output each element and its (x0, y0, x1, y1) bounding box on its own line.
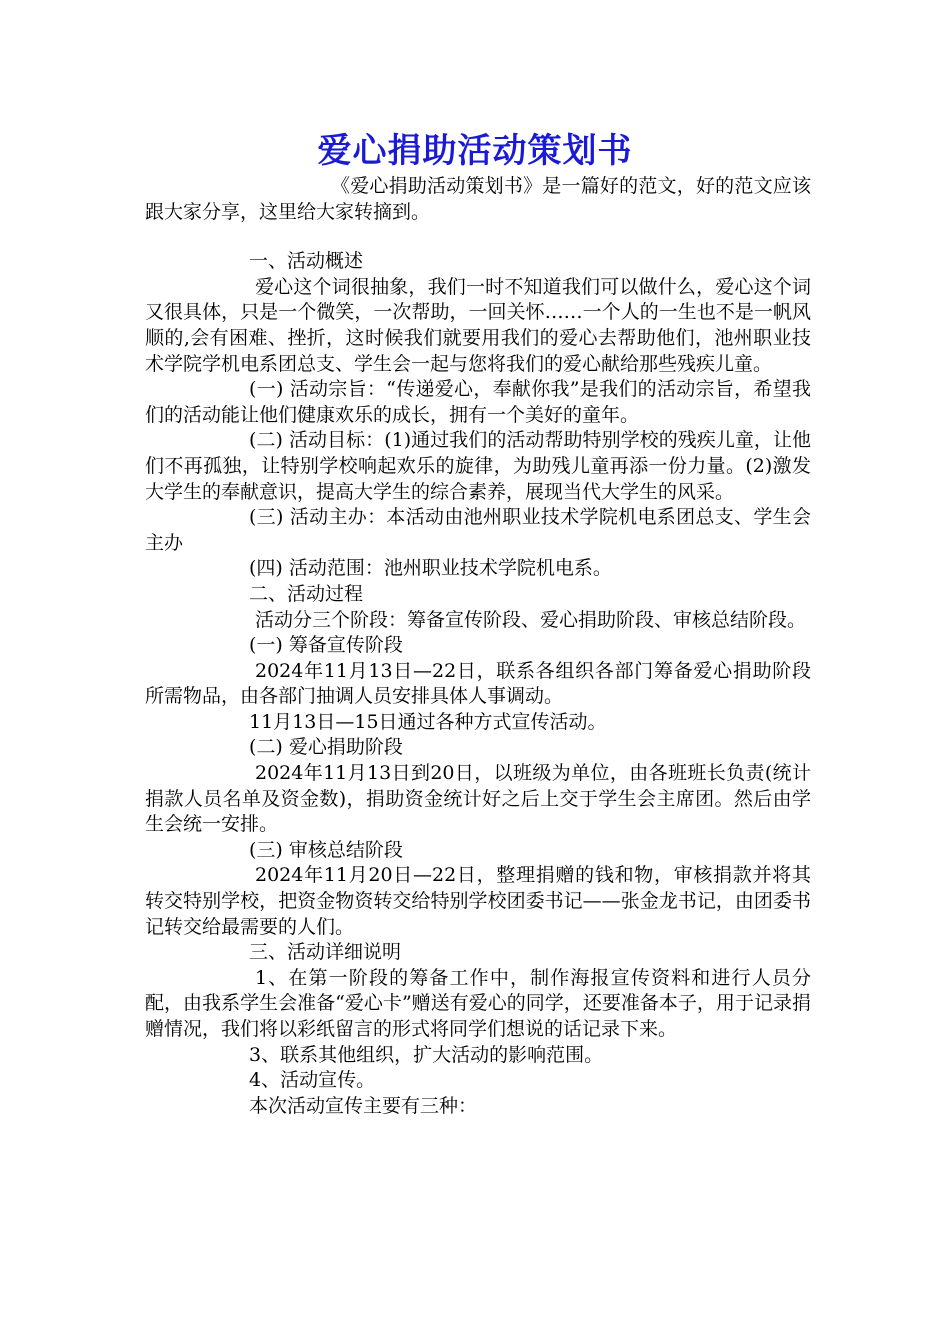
body-paragraph: 二、活动过程 (249, 582, 364, 605)
body-paragraph: (三) 活动主办：本活动由池州职业技术学院机电系团总支、学生会主办 (145, 506, 811, 554)
body-paragraph: 活动分三个阶段：筹备宣传阶段、爱心捐助阶段、审核总结阶段。 (255, 608, 807, 631)
body-paragraph: 2024年11月13日—22日，联系各组织各部门筹备爱心捐助阶段所需物品，由各部门抽调人员安排具体人事调动。 (145, 659, 811, 708)
body-paragraph: 一、活动概述 (249, 250, 364, 273)
intro-paragraph: 《爱心捐助活动策划书》是一篇好的范文，好的范文应该跟大家分享，这里给大家转摘到。 (145, 175, 811, 223)
blank-line (145, 225, 811, 249)
document-body (145, 174, 811, 1119)
body-paragraph: (二) 爱心捐助阶段 (249, 736, 403, 759)
body-paragraph: (三) 审核总结阶段 (249, 838, 403, 861)
body-paragraph: (二) 活动目标：(1)通过我们的活动帮助特别学校的残疾儿童，让他们不再孤独，让特别学校响起欢乐的旋律，为助残儿童再添一份力量。(2)激发大学生的奉献意识，提高大学生的综合素养，展现当代大学生的风采。 (145, 429, 811, 503)
body-paragraph: 本次活动宣传主要有三种： (249, 1094, 478, 1117)
paragraph-list (145, 249, 811, 1119)
body-paragraph: 11月13日—15日通过各种方式宣传活动。 (249, 710, 607, 733)
body-paragraph: (四) 活动范围：池州职业技术学院机电系。 (249, 557, 612, 580)
document-title: 爱心捐助活动策划书 (317, 131, 633, 171)
body-paragraph: 1、在第一阶段的筹备工作中，制作海报宣传资料和进行人员分配，由我系学生会准备“爱心卡”赠送有爱心的同学，还要准备本子，用于记录捐赠情况，我们将以彩纸留言的形式将同学们想说的话记录下来。 (145, 966, 811, 1040)
body-paragraph: 3、联系其他组织，扩大活动的影响范围。 (249, 1043, 604, 1066)
body-paragraph: (一) 活动宗旨：“传递爱心，奉献你我”是我们的活动宗旨，希望我们的活动能让他们健康欢乐的成长，拥有一个美好的童年。 (145, 378, 811, 426)
body-paragraph: 三、活动详细说明 (249, 941, 402, 964)
body-paragraph: (一) 筹备宣传阶段 (249, 634, 403, 657)
body-paragraph: 2024年11月13日到20日，以班级为单位，由各班班长负责(统计捐款人员名单及资金数)，捐助资金统计好之后上交于学生会主席团。然后由学生会统一安排。 (145, 762, 811, 836)
body-paragraph: 2024年11月20日—22日，整理捐赠的钱和物，审核捐款并将其转交特别学校，把资金物资转交给特别学校团委书记——张金龙书记，由团委书记转交给最需要的人们。 (145, 864, 811, 938)
body-paragraph: 爱心这个词很抽象，我们一时不知道我们可以做什么，爱心这个词又很具体，只是一个微笑，一次帮助，一回关怀……一个人的一生也不是一帆风顺的,会有困难、挫折，这时候我们就要用我们的爱心去帮助他们，池州职业技术学院学机电系团总支、学生会一起与您将我们的爱心献给那些残疾儿童。 (145, 275, 811, 375)
body-paragraph: 4、活动宣传。 (249, 1069, 376, 1092)
